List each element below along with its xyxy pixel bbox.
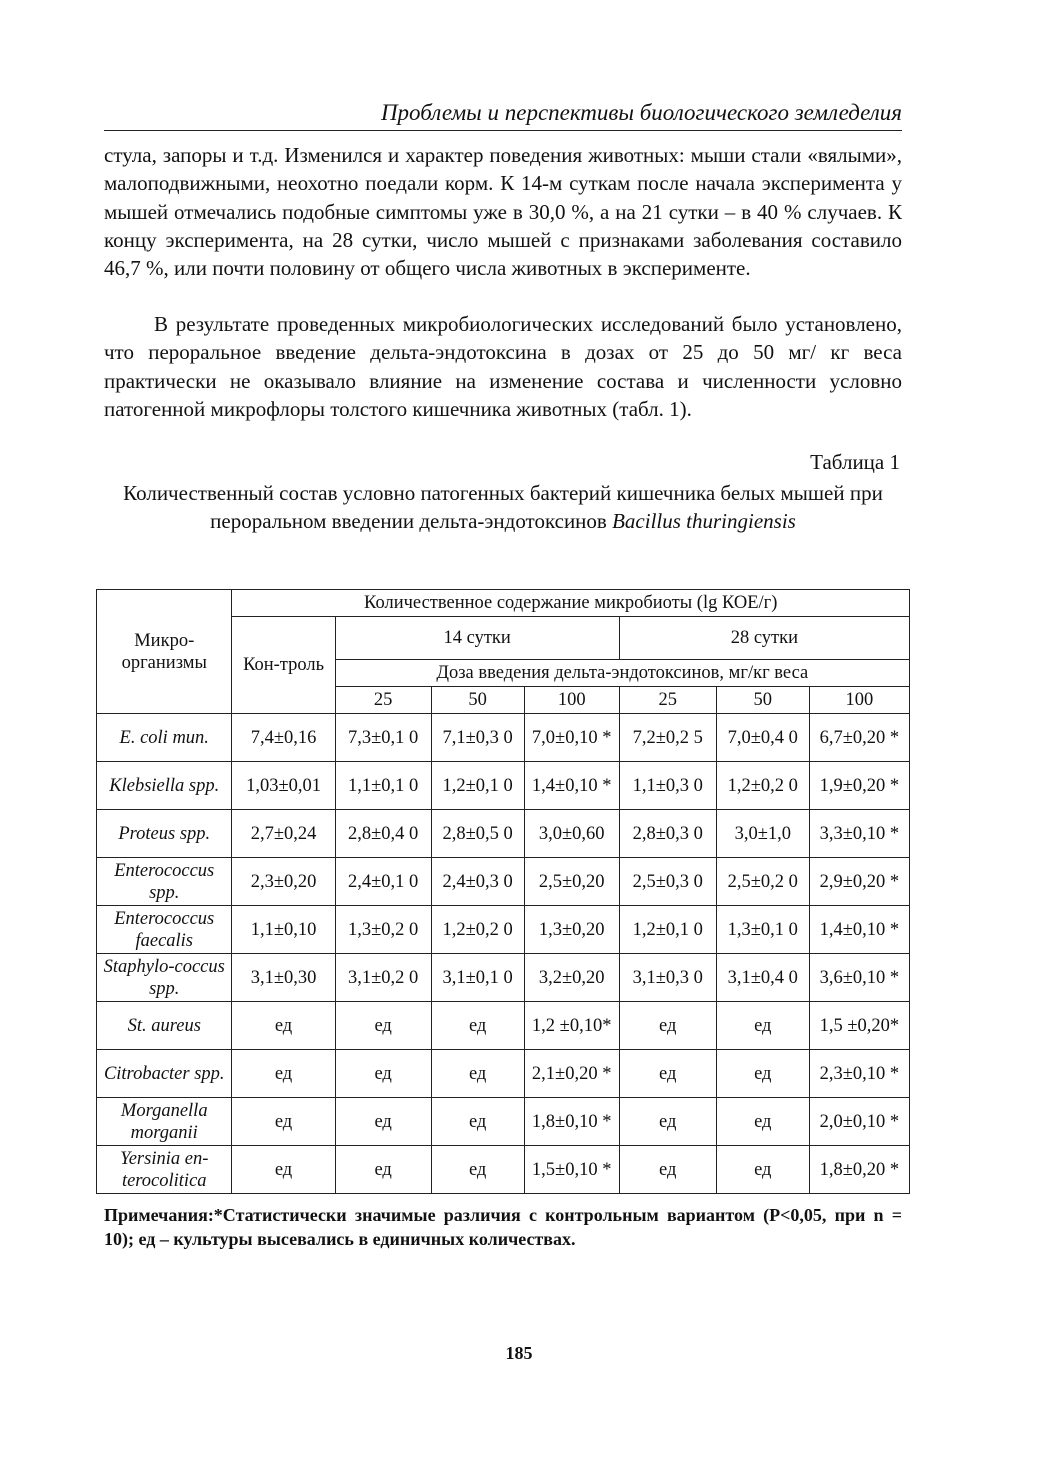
control-cell: 7,4±0,16 — [232, 714, 335, 762]
value-cell: 7,1±0,3 0 — [431, 714, 524, 762]
value-cell: 2,5±0,20 — [524, 858, 619, 906]
header-day14: 14 сутки — [335, 617, 619, 660]
value-cell: 2,8±0,5 0 — [431, 810, 524, 858]
value-cell: 1,1±0,1 0 — [335, 762, 431, 810]
control-cell: 1,03±0,01 — [232, 762, 335, 810]
value-cell: 3,1±0,1 0 — [431, 954, 524, 1002]
value-cell: ед — [716, 1098, 809, 1146]
table-note: Примечания:*Статистически значимые различия с контрольным вариантом (P<0,05, при n = 10); ед – культуры высевались в единичных количествах. — [104, 1205, 902, 1249]
table-row — [97, 1146, 910, 1194]
value-cell: ед — [431, 1002, 524, 1050]
value-cell: 1,5±0,10 * — [524, 1146, 619, 1194]
value-cell: 1,2 ±0,10* — [524, 1002, 619, 1050]
value-cell: 2,9±0,20 * — [809, 858, 909, 906]
value-cell: 1,2±0,2 0 — [431, 906, 524, 954]
table-row — [97, 762, 910, 810]
dose-cell: 50 — [431, 687, 524, 714]
header-control: Кон-троль — [232, 617, 335, 714]
organism-cell: Citrobacter spp. — [97, 1050, 232, 1098]
organism-cell: Enterococcus spp. — [97, 858, 232, 906]
control-cell: 2,3±0,20 — [232, 858, 335, 906]
table-row — [97, 1098, 910, 1146]
control-cell: 1,1±0,10 — [232, 906, 335, 954]
value-cell: ед — [716, 1050, 809, 1098]
paragraph-2: В результате проведенных микробиологических исследований было установлено, что пероральное введение дельта-эндотоксина в дозах от 25 до 50 мг/ кг веса практически не оказывало влияние на изменение состава и численности условно патогенной микрофлоры толстого кишечника животных (табл. 1). — [104, 312, 902, 421]
table-caption-species: Bacillus thuringiensis — [612, 509, 796, 533]
value-cell: 1,8±0,20 * — [809, 1146, 909, 1194]
header-day28: 28 сутки — [619, 617, 909, 660]
value-cell: 1,3±0,1 0 — [716, 906, 809, 954]
header-organisms: Микро-организмы — [97, 590, 232, 714]
value-cell: 1,4±0,10 * — [809, 906, 909, 954]
table-caption — [104, 479, 902, 535]
header-microbiota: Количественное содержание микробиоты (lg КОЕ/г) — [232, 590, 910, 617]
value-cell: 3,1±0,3 0 — [619, 954, 716, 1002]
value-cell: 3,0±1,0 — [716, 810, 809, 858]
value-cell: 3,2±0,20 — [524, 954, 619, 1002]
value-cell: 1,8±0,10 * — [524, 1098, 619, 1146]
value-cell: 7,0±0,10 * — [524, 714, 619, 762]
value-cell: 2,1±0,20 * — [524, 1050, 619, 1098]
value-cell: ед — [431, 1050, 524, 1098]
table-number: Таблица 1 — [810, 450, 900, 474]
organism-cell: Klebsiella spp. — [97, 762, 232, 810]
header-rule — [104, 130, 902, 131]
table-row — [97, 1002, 910, 1050]
value-cell: 2,5±0,3 0 — [619, 858, 716, 906]
control-cell: 2,7±0,24 — [232, 810, 335, 858]
control-cell: ед — [232, 1002, 335, 1050]
page-number: 185 — [505, 1343, 533, 1363]
organism-cell: St. aureus — [97, 1002, 232, 1050]
value-cell: 1,2±0,1 0 — [619, 906, 716, 954]
value-cell: 2,0±0,10 * — [809, 1098, 909, 1146]
dose-cell: 25 — [619, 687, 716, 714]
value-cell: 7,3±0,1 0 — [335, 714, 431, 762]
dose-cell: 25 — [335, 687, 431, 714]
value-cell: ед — [619, 1002, 716, 1050]
value-cell: 2,8±0,3 0 — [619, 810, 716, 858]
value-cell: 3,3±0,10 * — [809, 810, 909, 858]
value-cell: 3,6±0,10 * — [809, 954, 909, 1002]
value-cell: 2,5±0,2 0 — [716, 858, 809, 906]
value-cell: ед — [335, 1002, 431, 1050]
value-cell: ед — [619, 1098, 716, 1146]
value-cell: 1,9±0,20 * — [809, 762, 909, 810]
control-cell: ед — [232, 1146, 335, 1194]
value-cell: ед — [619, 1050, 716, 1098]
organism-cell: Enterococcus faecalis — [97, 906, 232, 954]
table-row — [97, 858, 910, 906]
control-cell: ед — [232, 1050, 335, 1098]
value-cell: 3,0±0,60 — [524, 810, 619, 858]
organism-cell: Staphylo-coccus spp. — [97, 954, 232, 1002]
table-row — [97, 714, 910, 762]
table-row — [97, 1050, 910, 1098]
table-row — [97, 954, 910, 1002]
value-cell: 1,5 ±0,20* — [809, 1002, 909, 1050]
table-row — [97, 906, 910, 954]
value-cell: 7,0±0,4 0 — [716, 714, 809, 762]
value-cell: 1,1±0,3 0 — [619, 762, 716, 810]
running-head: Проблемы и перспективы биологического земледелия — [380, 100, 902, 125]
value-cell: 3,1±0,4 0 — [716, 954, 809, 1002]
value-cell: 2,8±0,4 0 — [335, 810, 431, 858]
value-cell: 2,4±0,1 0 — [335, 858, 431, 906]
organism-cell: Yersinia en-terocolitica — [97, 1146, 232, 1194]
value-cell: 6,7±0,20 * — [809, 714, 909, 762]
paragraph-1: стула, запоры и т.д. Изменился и характер поведения животных: мыши стали «вялыми», малоподвижными, неохотно поедали корм. К 14-м суткам после начала эксперимента у мышей отмечались подобные симптомы уже в 30,0 %, а на 21 сутки – в 40 % случаев. К концу эксперимента, на 28 сутки, число мышей с признаками заболевания составило 46,7 %, или почти половину от общего числа животных в эксперименте. — [104, 143, 902, 281]
value-cell: 1,4±0,10 * — [524, 762, 619, 810]
value-cell: 1,2±0,2 0 — [716, 762, 809, 810]
value-cell: ед — [335, 1098, 431, 1146]
dose-cell: 100 — [524, 687, 619, 714]
value-cell: 2,3±0,10 * — [809, 1050, 909, 1098]
value-cell: ед — [716, 1146, 809, 1194]
table-body — [97, 714, 910, 1194]
value-cell: ед — [619, 1146, 716, 1194]
control-cell: 3,1±0,30 — [232, 954, 335, 1002]
value-cell: 7,2±0,2 5 — [619, 714, 716, 762]
value-cell: ед — [335, 1050, 431, 1098]
table-row — [97, 810, 910, 858]
dose-cell: 100 — [809, 687, 909, 714]
organism-cell: E. coli тип. — [97, 714, 232, 762]
header-dose: Доза введения дельта-эндотоксинов, мг/кг веса — [335, 660, 909, 687]
value-cell: ед — [335, 1146, 431, 1194]
value-cell: 1,2±0,1 0 — [431, 762, 524, 810]
value-cell: ед — [431, 1098, 524, 1146]
control-cell: ед — [232, 1098, 335, 1146]
dose-cell: 50 — [716, 687, 809, 714]
organism-cell: Proteus spp. — [97, 810, 232, 858]
organism-cell: Morganella morganii — [97, 1098, 232, 1146]
value-cell: 1,3±0,2 0 — [335, 906, 431, 954]
value-cell: 1,3±0,20 — [524, 906, 619, 954]
table-caption-text: Количественный состав условно патогенных бактерий кишечника белых мышей при пероральном введении дельта-эндотоксинов — [123, 481, 883, 533]
value-cell: ед — [431, 1146, 524, 1194]
value-cell: 3,1±0,2 0 — [335, 954, 431, 1002]
data-table — [96, 589, 910, 1194]
value-cell: 2,4±0,3 0 — [431, 858, 524, 906]
value-cell: ед — [716, 1002, 809, 1050]
